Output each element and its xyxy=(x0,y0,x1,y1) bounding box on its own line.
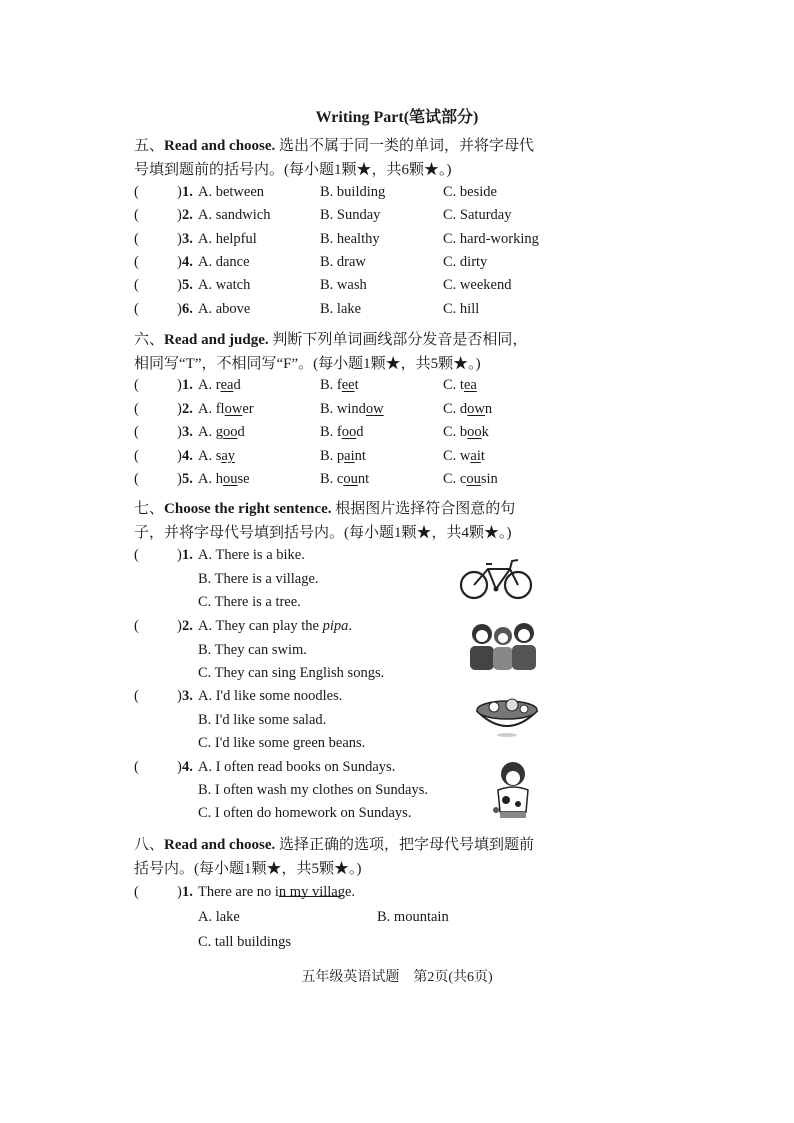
question-number: 3. xyxy=(182,231,193,247)
option-a: A. I often read books on Sundays. xyxy=(198,759,396,775)
question-number: 5. xyxy=(182,277,193,293)
answer-paren-open[interactable]: ( xyxy=(134,401,139,417)
answer-paren-close: ) xyxy=(177,884,182,900)
page-footer: 五年级英语试题 第2页(共6页) xyxy=(301,970,493,985)
answer-paren-close: ) xyxy=(177,618,182,634)
section-8-heading xyxy=(134,833,554,881)
option-a: A. flower xyxy=(198,401,254,417)
option-c: C. hard-working xyxy=(443,231,539,247)
answer-paren-open[interactable]: ( xyxy=(134,448,139,464)
question-number: 5. xyxy=(182,471,193,487)
underlined-letters: ai xyxy=(344,448,355,464)
option-b: B. count xyxy=(320,471,370,487)
option-b: B. wash xyxy=(320,277,367,293)
question-number: 1. xyxy=(182,377,193,393)
question-number: 1. xyxy=(182,884,193,900)
option-c: C. hill xyxy=(443,301,480,317)
option-b: B. I'd like some salad. xyxy=(198,712,327,728)
option-c: C. cousin xyxy=(443,471,498,487)
option-b: B. healthy xyxy=(320,231,380,247)
question-number: 4. xyxy=(182,759,193,775)
option-c: C. down xyxy=(443,401,493,417)
page-title: Writing Part(笔试部分) xyxy=(315,109,479,126)
section-title: Read and choose. xyxy=(164,837,276,853)
section-6-heading xyxy=(134,328,554,376)
answer-paren-close: ) xyxy=(177,688,182,704)
option-b: B. feet xyxy=(320,377,359,393)
option-c: C. tall buildings xyxy=(198,934,292,950)
underlined-letters: ou xyxy=(343,471,358,487)
answer-paren-open[interactable]: ( xyxy=(134,618,139,634)
option-b: B. food xyxy=(320,424,364,440)
answer-paren-close: ) xyxy=(177,377,182,393)
question-number: 6. xyxy=(182,301,193,317)
option-c: C. I often do homework on Sundays. xyxy=(198,805,412,821)
answer-paren-open[interactable]: ( xyxy=(134,547,139,563)
answer-paren-open[interactable]: ( xyxy=(134,884,139,900)
underlined-letters: ai xyxy=(470,448,481,464)
answer-paren-open[interactable]: ( xyxy=(134,688,139,704)
option-c: C. They can sing English songs. xyxy=(198,665,385,681)
boy-washing-clothes-picture xyxy=(486,760,536,822)
underlined-letters: ea xyxy=(463,377,477,393)
option-b: B. Sunday xyxy=(320,207,381,223)
underlined-letters: ow xyxy=(467,401,485,417)
option-b: B. There is a village. xyxy=(198,571,319,587)
answer-paren-open[interactable]: ( xyxy=(134,471,139,487)
option-b: B. paint xyxy=(320,448,366,464)
option-c: C. dirty xyxy=(443,254,488,270)
option-a: A. lake xyxy=(198,909,240,925)
option-a: A. sandwich xyxy=(198,207,271,223)
option-c: C. Saturday xyxy=(443,207,512,223)
question-number: 3. xyxy=(182,424,193,440)
option-b: B. I often wash my clothes on Sundays. xyxy=(198,782,428,798)
section-instruction: 相同写“T”，不相同写“F”。(每小题1颗★，共5颗★。) xyxy=(134,356,481,372)
section-instruction: 选择正确的选项，把字母代号填到题前 xyxy=(275,837,535,853)
option-a: A. There is a bike. xyxy=(198,547,305,563)
underlined-letters: ow xyxy=(224,401,243,417)
answer-paren-close: ) xyxy=(177,759,182,775)
answer-paren-open[interactable]: ( xyxy=(134,254,139,270)
section-instruction: 括号内。(每小题1颗★，共5颗★。) xyxy=(134,861,362,877)
section-instruction: 判断下列单词画线部分发音是否相同， xyxy=(268,332,528,348)
option-a: A. above xyxy=(198,301,251,317)
question-number: 1. xyxy=(182,547,193,563)
answer-blank[interactable] xyxy=(279,884,341,897)
answer-paren-close: ) xyxy=(177,184,182,200)
underlined-letters: oo xyxy=(341,424,357,440)
option-a: A. They can play the pipa. xyxy=(198,618,352,634)
option-b: B. lake xyxy=(320,301,362,317)
answer-paren-open[interactable]: ( xyxy=(134,424,139,440)
underlined-letters: ow xyxy=(365,401,384,417)
answer-paren-close: ) xyxy=(177,401,182,417)
option-b: B. draw xyxy=(320,254,366,270)
option-a: A. I'd like some noodles. xyxy=(198,688,343,704)
section-instruction: 根据图片选择符合图意的句 xyxy=(331,501,516,517)
underlined-letters: ou xyxy=(466,471,481,487)
option-c: C. I'd like some green beans. xyxy=(198,735,366,751)
underlined-letters: oo xyxy=(467,424,482,440)
question-number: 2. xyxy=(182,207,193,223)
answer-paren-open[interactable]: ( xyxy=(134,207,139,223)
answer-paren-close: ) xyxy=(177,207,182,223)
singing-children-picture xyxy=(466,620,540,672)
answer-paren-close: ) xyxy=(177,231,182,247)
underlined-letters: ou xyxy=(222,471,238,487)
underlined-letters: oo xyxy=(222,424,238,440)
option-c: C. book xyxy=(443,424,489,440)
answer-paren-close: ) xyxy=(177,448,182,464)
section-title: Read and choose. xyxy=(164,138,276,154)
section-number: 六、 xyxy=(134,332,165,348)
answer-paren-close: ) xyxy=(177,547,182,563)
section-instruction: 选出不属于同一类的单词，并将字母代 xyxy=(275,138,535,154)
option-a: A. house xyxy=(198,471,250,487)
question-text: There are no in my village. xyxy=(198,884,356,900)
answer-paren-open[interactable]: ( xyxy=(134,231,139,247)
section-7-heading xyxy=(134,497,554,545)
option-c: C. beside xyxy=(443,184,497,200)
option-a: A. between xyxy=(198,184,265,200)
section-title: Choose the right sentence. xyxy=(164,501,332,517)
answer-paren-open[interactable]: ( xyxy=(134,759,139,775)
underlined-letters: ay xyxy=(221,448,236,464)
option-a: A. helpful xyxy=(198,231,257,247)
bike-picture xyxy=(458,553,536,603)
section-number: 八、 xyxy=(134,837,165,853)
question-number: 4. xyxy=(182,448,193,464)
option-a: A. say xyxy=(198,448,236,464)
answer-paren-open[interactable]: ( xyxy=(134,301,139,317)
section-5-heading xyxy=(134,134,554,182)
answer-paren-open[interactable]: ( xyxy=(134,377,139,393)
section-number: 五、 xyxy=(134,138,165,154)
answer-paren-close: ) xyxy=(177,301,182,317)
answer-paren-close: ) xyxy=(177,254,182,270)
section-title: Read and judge. xyxy=(164,332,269,348)
option-a: A. dance xyxy=(198,254,250,270)
option-a: A. read xyxy=(198,377,241,393)
answer-paren-open[interactable]: ( xyxy=(134,184,139,200)
option-b: B. mountain xyxy=(377,909,449,925)
option-c: C. wait xyxy=(443,448,485,464)
answer-paren-close: ) xyxy=(177,424,182,440)
option-c: C. weekend xyxy=(443,277,512,293)
question-number: 2. xyxy=(182,401,193,417)
question-number: 3. xyxy=(182,688,193,704)
option-b: B. building xyxy=(320,184,386,200)
answer-paren-close: ) xyxy=(177,471,182,487)
answer-paren-close: ) xyxy=(177,277,182,293)
option-b: B. They can swim. xyxy=(198,642,307,658)
salad-bowl-picture xyxy=(472,692,542,738)
question-number: 4. xyxy=(182,254,193,270)
section-instruction: 子，并将字母代号填到括号内。(每小题1颗★，共4颗★。) xyxy=(134,525,512,541)
option-c: C. There is a tree. xyxy=(198,594,301,610)
option-b: B. window xyxy=(320,401,384,417)
option-c: C. tea xyxy=(443,377,477,393)
option-a: A. watch xyxy=(198,277,251,293)
section-instruction: 号填到题前的括号内。(每小题1颗★，共6颗★。) xyxy=(134,162,452,178)
answer-paren-open[interactable]: ( xyxy=(134,277,139,293)
question-number: 1. xyxy=(182,184,193,200)
section-number: 七、 xyxy=(134,501,165,517)
underlined-letters: ee xyxy=(341,377,355,393)
option-a: A. good xyxy=(198,424,245,440)
underlined-letters: ea xyxy=(220,377,234,393)
question-number: 2. xyxy=(182,618,193,634)
